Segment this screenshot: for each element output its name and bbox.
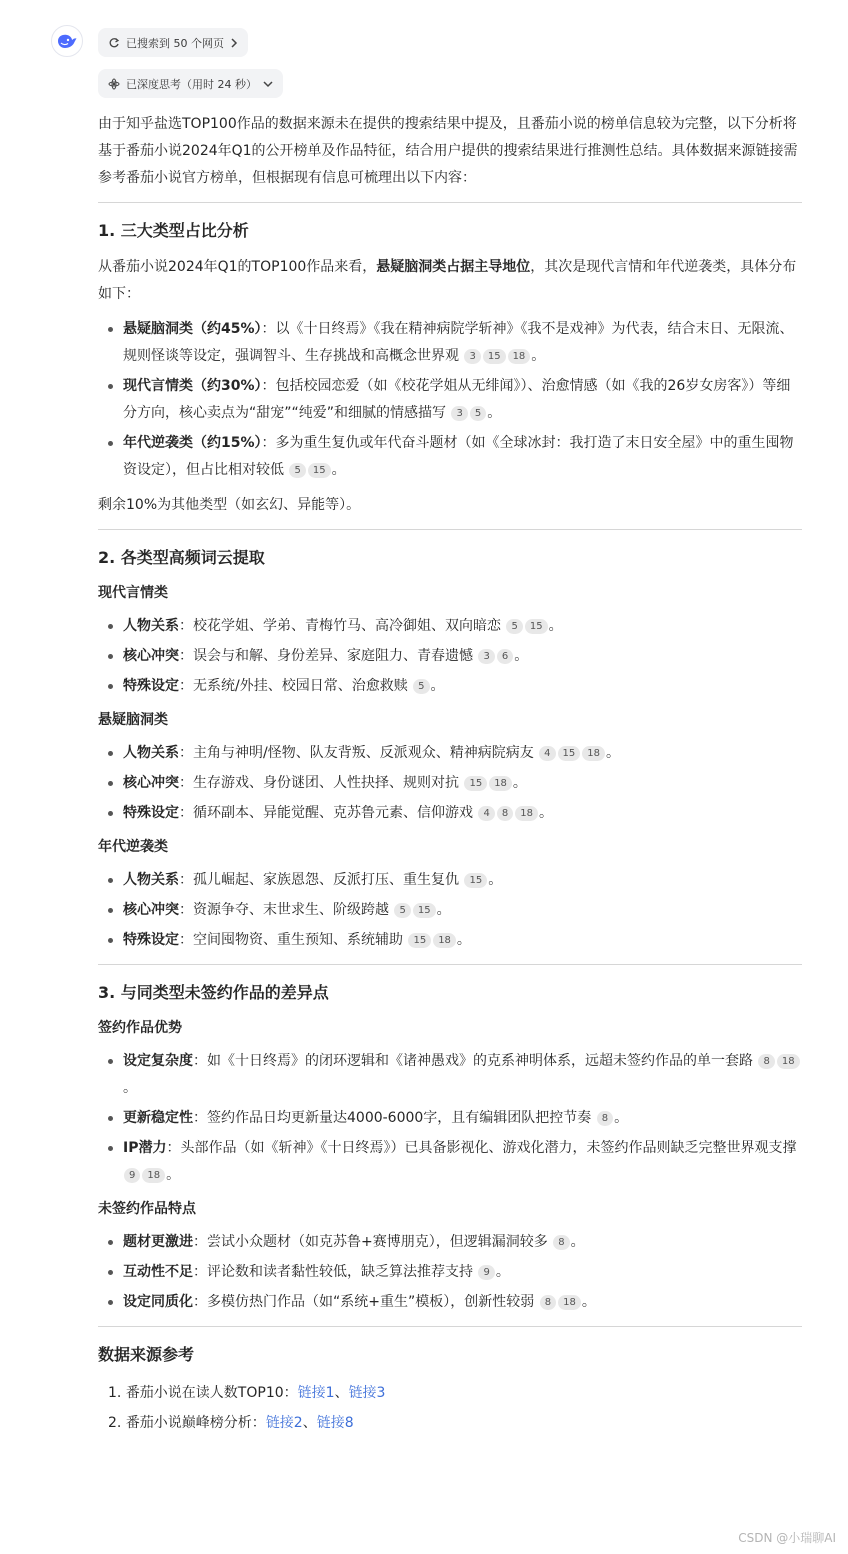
source-label: 番茄小说巅峰榜分析：	[125, 1415, 266, 1431]
source-link[interactable]: 链接8	[316, 1415, 354, 1431]
item-text: ：多模仿热门作品（如“系统+重生”模板），创新性较弱	[193, 1294, 535, 1310]
list-item: 特殊设定：空间囤物资、重生预知、系统辅助 15 18 。	[98, 927, 802, 954]
citation-badge[interactable]: 8	[540, 1295, 556, 1310]
citation-badge[interactable]: 3	[464, 349, 480, 364]
item-label: 人物关系	[123, 872, 179, 888]
group-title: 现代言情类	[98, 585, 168, 601]
list-item: 年代逆袭类（约15%）：多为重生复仇或年代奋斗题材（如《全球冰封：我打造了末日安全屋》中的重生囤物资设定），但占比相对较低 5 15 。	[98, 430, 802, 484]
citation-badge[interactable]: 3	[451, 406, 467, 421]
section1-para-bold: 悬疑脑洞类占据主导地位	[376, 259, 531, 275]
whale-logo-icon	[56, 32, 78, 50]
item-text: ：误会与和解、身份差异、家庭阻力、青春遗憾	[179, 648, 473, 664]
citation-badge[interactable]: 8	[553, 1235, 569, 1250]
list-item: 核心冲突：生存游戏、身份谜团、人性抉择、规则对抗 15 18 。	[98, 770, 802, 797]
citation-badge[interactable]: 9	[124, 1168, 140, 1183]
source-link[interactable]: 链接1	[297, 1385, 335, 1401]
citation-badge[interactable]: 18	[558, 1295, 581, 1310]
think-pill-label: 已深度思考（用时 24 秒）	[126, 77, 257, 91]
citation-badge[interactable]: 9	[478, 1265, 494, 1280]
item-label: 设定同质化	[123, 1294, 193, 1310]
list-item: 互动性不足：评论数和读者黏性较低，缺乏算法推荐支持 9 。	[98, 1259, 802, 1286]
citation-badge[interactable]: 15	[308, 463, 331, 478]
section3-title: 3. 与同类型未签约作品的差异点	[98, 983, 329, 1002]
citation-badge[interactable]: 3	[478, 649, 494, 664]
divider	[98, 964, 802, 965]
citation-badge[interactable]: 8	[497, 806, 513, 821]
citation-badge[interactable]: 15	[408, 933, 431, 948]
section2-title: 2. 各类型高频词云提取	[98, 548, 265, 567]
list-item: 人物关系：主角与神明/怪物、队友背叛、反派观众、精神病院病友 4 15 18 。	[98, 740, 802, 767]
item-label: 人物关系	[123, 745, 179, 761]
sources-list	[98, 1378, 802, 1438]
item-label: 特殊设定	[123, 805, 179, 821]
item-text: ：无系统/外挂、校园日常、治愈救赎	[179, 678, 408, 694]
group-title: 悬疑脑洞类	[98, 712, 168, 728]
section1-para-text-tail: ，其次是现代言情和年代逆袭类，具体分布如下：	[98, 259, 797, 302]
section1-paragraph	[98, 254, 802, 308]
citation-badge[interactable]: 18	[777, 1054, 800, 1069]
list-item: 核心冲突：误会与和解、身份差异、家庭阻力、青春遗憾 3 6 。	[98, 643, 802, 670]
list-item: 更新稳定性：签约作品日均更新量达4000-6000字，且有编辑团队把控节奏 8 。	[98, 1105, 802, 1132]
citation-badge[interactable]: 5	[289, 463, 305, 478]
citation-badge[interactable]: 6	[497, 649, 513, 664]
item-text: ：尝试小众题材（如克苏鲁+赛博朋克），但逻辑漏洞较多	[193, 1234, 548, 1250]
item-text: ：多为重生复仇或年代奋斗题材（如《全球冰封：我打造了末日安全屋》中的重生囤物资设定），但占比相对较低	[123, 435, 794, 478]
section1-title: 1. 三大类型占比分析	[98, 221, 249, 240]
chevron-right-icon	[230, 38, 238, 48]
citation-badge[interactable]: 18	[433, 933, 456, 948]
citation-badge[interactable]: 5	[506, 619, 522, 634]
list-item: 现代言情类（约30%）：包括校园恋爱（如《校花学姐从无绯闻》）、治愈情感（如《我的26岁女房客》）等细分方向，核心卖点为“甜宠”“纯爱”和细腻的情感描写 3 5 。	[98, 373, 802, 427]
deep-think-pill[interactable]	[98, 69, 283, 98]
citation-badge[interactable]: 18	[515, 806, 538, 821]
citation-badge[interactable]: 18	[489, 776, 512, 791]
item-text: ：评论数和读者黏性较低，缺乏算法推荐支持	[193, 1264, 473, 1280]
sources-title: 数据来源参考	[98, 1345, 195, 1364]
citation-badge[interactable]: 4	[539, 746, 555, 761]
citation-badge[interactable]: 18	[142, 1168, 165, 1183]
divider	[98, 529, 802, 530]
source-link[interactable]: 链接3	[348, 1385, 386, 1401]
item-text: ：循环副本、异能觉醒、克苏鲁元素、信仰游戏	[179, 805, 473, 821]
list-item: 人物关系：校花学姐、学弟、青梅竹马、高冷御姐、双向暗恋 5 15 。	[98, 613, 802, 640]
item-label: 核心冲突	[123, 775, 179, 791]
item-label: 题材更激进	[123, 1234, 193, 1250]
watermark: CSDN @小瑞聊AI	[738, 1531, 836, 1545]
item-text: ：签约作品日均更新量达4000-6000字，且有编辑团队把控节奏	[193, 1110, 592, 1126]
item-label: 设定复杂度	[123, 1053, 193, 1069]
citation-badge[interactable]: 15	[464, 776, 487, 791]
item-label: 特殊设定	[123, 678, 179, 694]
list-item: 悬疑脑洞类（约45%）：以《十日终焉》《我在精神病院学斩神》《我不是戏神》为代表，结合末日、无限流、规则怪谈等设定，强调智斗、生存挑战和高概念世界观 3 15 18 。	[98, 316, 802, 370]
source-separator: 、	[334, 1385, 349, 1401]
item-label: 核心冲突	[123, 902, 179, 918]
search-pill-label: 已搜索到 50 个网页	[126, 36, 224, 50]
list-item: 题材更激进：尝试小众题材（如克苏鲁+赛博朋克），但逻辑漏洞较多 8 。	[98, 1229, 802, 1256]
list-item: 设定同质化：多模仿热门作品（如“系统+重生”模板），创新性较弱 8 18 。	[98, 1289, 802, 1316]
group-list	[98, 613, 802, 700]
citation-badge[interactable]: 5	[470, 406, 486, 421]
item-label: 更新稳定性	[123, 1110, 193, 1126]
item-label: IP潜力	[123, 1140, 167, 1156]
item-label: 悬疑脑洞类（约45%）	[123, 321, 262, 337]
source-label: 番茄小说在读人数TOP10：	[125, 1385, 298, 1401]
group-list	[98, 867, 802, 954]
citation-badge[interactable]: 8	[758, 1054, 774, 1069]
group-title: 签约作品优势	[98, 1020, 182, 1036]
list-item: 核心冲突：资源争夺、末世求生、阶级跨越 5 15 。	[98, 897, 802, 924]
section1-remainder: 剩余10%为其他类型（如玄幻、异能等）。	[98, 497, 361, 513]
chevron-down-icon	[263, 80, 273, 88]
section1-para-text: 从番茄小说2024年Q1的TOP100作品来看，	[98, 259, 377, 275]
source-item	[98, 1378, 802, 1408]
item-label: 年代逆袭类（约15%）	[123, 435, 262, 451]
item-label: 互动性不足	[123, 1264, 193, 1280]
citation-badge[interactable]: 5	[394, 903, 410, 918]
group-list	[98, 1229, 802, 1316]
list-item: 人物关系：孤儿崛起、家族恩怨、反派打压、重生复仇 15 。	[98, 867, 802, 894]
item-text: ：生存游戏、身份谜团、人性抉择、规则对抗	[179, 775, 459, 791]
source-number: 2.	[108, 1415, 122, 1431]
list-item: IP潜力：头部作品（如《斩神》《十日终焉》）已具备影视化、游戏化潜力，未签约作品则缺乏完整世界观支撑 9 18 。	[98, 1135, 802, 1189]
atom-think-icon	[108, 78, 120, 90]
assistant-avatar	[51, 25, 83, 57]
group-title: 年代逆袭类	[98, 839, 168, 855]
citation-badge[interactable]: 15	[464, 873, 487, 888]
citation-badge[interactable]: 15	[413, 903, 436, 918]
divider	[98, 202, 802, 203]
item-text: ：如《十日终焉》的闭环逻辑和《诸神愚戏》的克系神明体系，远超未签约作品的单一套路	[193, 1053, 753, 1069]
intro-paragraph: 由于知乎盐选TOP100作品的数据来源未在提供的搜索结果中提及，且番茄小说的榜单信息较为完整，以下分析将基于番茄小说2024年Q1的公开榜单及作品特征，结合用户提供的搜索结果进行推测性总结。具体数据来源链接需参考番茄小说官方榜单，但根据现有信息可梳理出以下内容：	[98, 116, 798, 186]
citation-badge[interactable]: 18	[508, 349, 531, 364]
source-number: 1.	[108, 1385, 122, 1401]
list-item: 设定复杂度：如《十日终焉》的闭环逻辑和《诸神愚戏》的克系神明体系，远超未签约作品的单一套路 8 18。	[98, 1048, 802, 1102]
source-link[interactable]: 链接2	[265, 1415, 303, 1431]
source-item	[98, 1408, 802, 1438]
item-label: 人物关系	[123, 618, 179, 634]
divider	[98, 1326, 802, 1327]
item-text: ：头部作品（如《斩神》《十日终焉》）已具备影视化、游戏化潜力，未签约作品则缺乏完整世界观支撑	[166, 1140, 797, 1156]
section1-list	[98, 316, 802, 484]
search-results-pill[interactable]	[98, 28, 248, 57]
item-text: ：空间囤物资、重生预知、系统辅助	[179, 932, 403, 948]
group-list	[98, 740, 802, 827]
answer-content	[98, 111, 802, 1438]
citation-badge[interactable]: 8	[597, 1111, 613, 1126]
refresh-search-icon	[108, 37, 120, 49]
item-text: ：包括校园恋爱（如《校花学姐从无绯闻》）、治愈情感（如《我的26岁女房客》）等细分方向，核心卖点为“甜宠”“纯爱”和细腻的情感描写	[123, 378, 791, 421]
citation-badge[interactable]: 4	[478, 806, 494, 821]
list-item: 特殊设定：循环副本、异能觉醒、克苏鲁元素、信仰游戏 4 8 18 。	[98, 800, 802, 827]
item-text: ：主角与神明/怪物、队友背叛、反派观众、精神病院病友	[179, 745, 534, 761]
item-text: ：孤儿崛起、家族恩怨、反派打压、重生复仇	[179, 872, 459, 888]
citation-badge[interactable]: 15	[525, 619, 548, 634]
item-text: ：校花学姐、学弟、青梅竹马、高冷御姐、双向暗恋	[179, 618, 501, 634]
item-label: 现代言情类（约30%）	[123, 378, 262, 394]
item-text: ：以《十日终焉》《我在精神病院学斩神》《我不是戏神》为代表，结合末日、无限流、规则怪谈等设定，强调智斗、生存挑战和高概念世界观	[123, 321, 794, 364]
citation-badge[interactable]: 15	[483, 349, 506, 364]
citation-badge[interactable]: 18	[582, 746, 605, 761]
source-separator: 、	[302, 1415, 317, 1431]
group-list	[98, 1048, 802, 1189]
group-title: 未签约作品特点	[98, 1201, 196, 1217]
citation-badge[interactable]: 15	[558, 746, 581, 761]
item-text: ：资源争夺、末世求生、阶级跨越	[179, 902, 389, 918]
item-label: 特殊设定	[123, 932, 179, 948]
list-item: 特殊设定：无系统/外挂、校园日常、治愈救赎 5 。	[98, 673, 802, 700]
citation-badge[interactable]: 5	[413, 679, 429, 694]
item-label: 核心冲突	[123, 648, 179, 664]
